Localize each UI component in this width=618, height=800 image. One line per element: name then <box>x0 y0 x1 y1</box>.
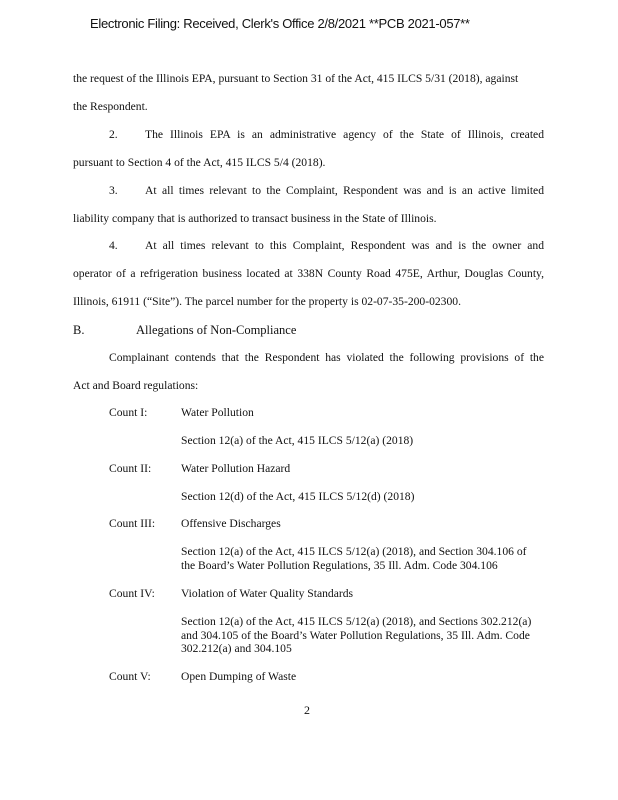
section-title: Allegations of Non-Compliance <box>136 323 297 337</box>
count-label: Count I: <box>109 406 148 419</box>
count-title: Open Dumping of Waste <box>181 670 297 683</box>
paragraph-4-line-2: operator of a refrigeration business located at 338N County Road 475E, Arthur, Douglas County, <box>73 267 544 280</box>
intro-line-1: the request of the Illinois EPA, pursuant to Section 31 of the Act, 415 ILCS 5/31 (2018), against <box>73 72 519 85</box>
count-label: Count V: <box>109 670 151 683</box>
count-label: Count III: <box>109 517 156 530</box>
section-letter: B. <box>73 323 85 337</box>
paragraph-number: 3. <box>109 184 118 197</box>
paragraph-4-line-1: At all times relevant to this Complaint, Respondent was and is the owner and <box>145 239 544 252</box>
count-title: Violation of Water Quality Standards <box>181 587 354 600</box>
filing-header: Electronic Filing: Received, Clerk's Office 2/8/2021 **PCB 2021-057** <box>90 16 470 31</box>
paragraph-3-line-1: At all times relevant to the Complaint, Respondent was and is an active limited <box>145 184 544 197</box>
paragraph-3-line-2: liability company that is authorized to transact business in the State of Illinois. <box>73 212 437 225</box>
count-citation: Section 12(a) of the Act, 415 ILCS 5/12(a) (2018), and Section 304.106 of the Board’s Water Pollution Regulations, 35 Ill. Adm. Code 304.106 <box>181 545 527 572</box>
count-title: Water Pollution Hazard <box>181 462 291 475</box>
section-intro-line-2: Act and Board regulations: <box>73 379 199 392</box>
count-title: Water Pollution <box>181 406 254 419</box>
paragraph-2-line-1: The Illinois EPA is an administrative agency of the State of Illinois, created <box>145 128 544 141</box>
paragraph-number: 4. <box>109 239 118 252</box>
intro-line-2: the Respondent. <box>73 100 148 113</box>
count-citation: Section 12(a) of the Act, 415 ILCS 5/12(a) (2018) <box>181 434 414 447</box>
count-citation: Section 12(d) of the Act, 415 ILCS 5/12(d) (2018) <box>181 490 415 503</box>
paragraph-number: 2. <box>109 128 118 141</box>
section-intro-line-1: Complainant contends that the Respondent has violated the following provisions of the <box>109 351 544 364</box>
paragraph-4-line-3: Illinois, 61911 (“Site”). The parcel number for the property is 02-07-35-200-02300. <box>73 295 461 308</box>
count-label: Count II: <box>109 462 152 475</box>
count-title: Offensive Discharges <box>181 517 281 530</box>
count-citation: Section 12(a) of the Act, 415 ILCS 5/12(a) (2018), and Sections 302.212(a) and 304.105 of the Board’s Water Pollution Regulations, 35 Ill. Adm. Code 302.212(a) and 304.105 <box>181 615 532 655</box>
count-label: Count IV: <box>109 587 155 600</box>
paragraph-2-line-2: pursuant to Section 4 of the Act, 415 ILCS 5/4 (2018). <box>73 156 326 169</box>
page-number: 2 <box>304 703 310 717</box>
